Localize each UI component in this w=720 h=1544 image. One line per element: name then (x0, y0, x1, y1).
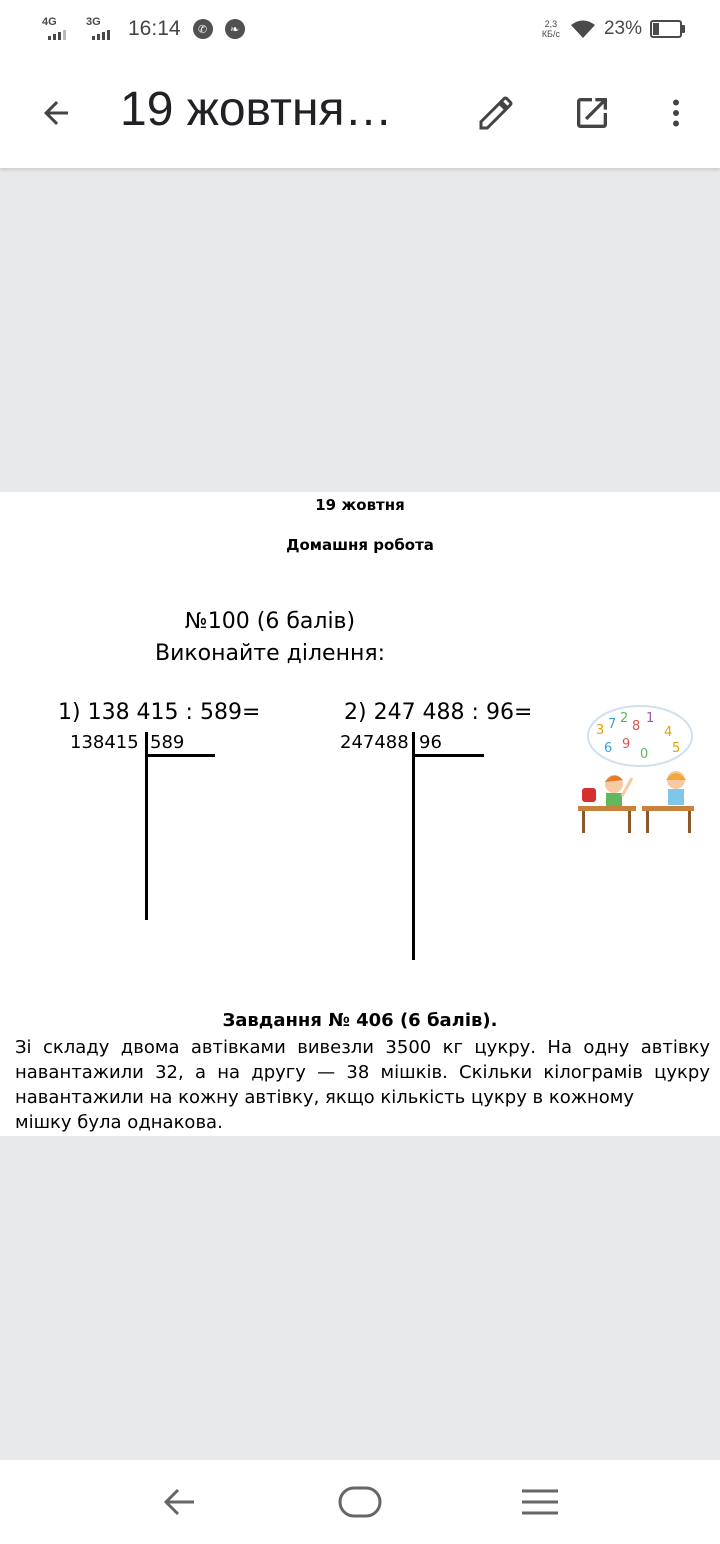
svg-text:9: 9 (622, 737, 631, 752)
task-instruction: Виконайте ділення: (155, 641, 385, 666)
dividend-1: 138415 (70, 732, 139, 753)
svg-text:8: 8 (632, 719, 641, 734)
battery-percent: 23% (603, 18, 642, 39)
svg-text:4: 4 (664, 725, 673, 740)
status-bar (0, 0, 720, 58)
divisor-1: 589 (150, 732, 185, 753)
viber-icon: ✆ (193, 19, 213, 39)
nav-back-icon[interactable] (158, 1482, 200, 1526)
task2-line-3: навантажили на кожну автівку, якщо кількість цукру в кожному (15, 1087, 635, 1108)
arrow-back-icon[interactable] (32, 89, 80, 137)
example-2: 2) 247 488 : 96= (344, 700, 533, 725)
app-bar (0, 58, 720, 168)
battery-icon (650, 20, 682, 38)
task2-line-4: мішку була однакова. (15, 1112, 223, 1133)
task2-text (15, 1035, 710, 1135)
nav-home-icon[interactable] (338, 1486, 382, 1522)
svg-text:7: 7 (608, 717, 617, 732)
svg-text:3: 3 (596, 723, 605, 738)
wifi-icon (570, 19, 596, 39)
signal-4g-icon (38, 16, 72, 42)
division-vertical-line-1 (145, 732, 148, 920)
document-page[interactable] (0, 492, 720, 1136)
signal-3g-icon (82, 16, 116, 42)
speed-unit: КБ/с (541, 29, 560, 39)
doc-date: 19 жовтня (315, 496, 405, 514)
division-horizontal-line-2 (412, 754, 484, 757)
network-type-1: 4G (42, 16, 57, 28)
system-nav-bar (0, 1460, 720, 1544)
svg-text:0: 0 (640, 747, 649, 762)
kids-math-illustration (576, 700, 696, 840)
document-title: 19 жовтня… (120, 83, 393, 136)
svg-text:1: 1 (646, 711, 655, 726)
svg-text:6: 6 (604, 741, 613, 756)
more-vert-icon[interactable] (652, 89, 700, 137)
task2-line-2: навантажили 32, а на другу — 38 мішків. Скільки кілограмів цукру (15, 1062, 710, 1083)
clock: 16:14 (128, 17, 181, 40)
dividend-2: 247488 (340, 732, 409, 753)
divisor-2: 96 (419, 732, 442, 753)
division-vertical-line-2 (412, 732, 415, 960)
svg-text:5: 5 (672, 741, 681, 756)
task2-title: Завдання № 406 (6 балів). (222, 1010, 498, 1031)
app-leaf-icon: ❧ (225, 19, 245, 39)
task-number: №100 (6 балів) (184, 609, 356, 634)
svg-text:2: 2 (620, 711, 629, 726)
doc-homework-heading: Домашня робота (286, 536, 434, 554)
network-speed (542, 19, 560, 39)
network-type-2: 3G (86, 16, 101, 28)
task2-line-1: Зі складу двома автівками вивезли 3500 кг цукру. На одну автівку (15, 1037, 710, 1058)
example-1: 1) 138 415 : 589= (58, 700, 261, 725)
pencil-icon[interactable] (472, 89, 520, 137)
nav-recents-icon[interactable] (520, 1486, 560, 1522)
speed-value: 2,3 (544, 19, 558, 29)
division-horizontal-line-1 (145, 754, 215, 757)
open-in-new-icon[interactable] (568, 89, 616, 137)
